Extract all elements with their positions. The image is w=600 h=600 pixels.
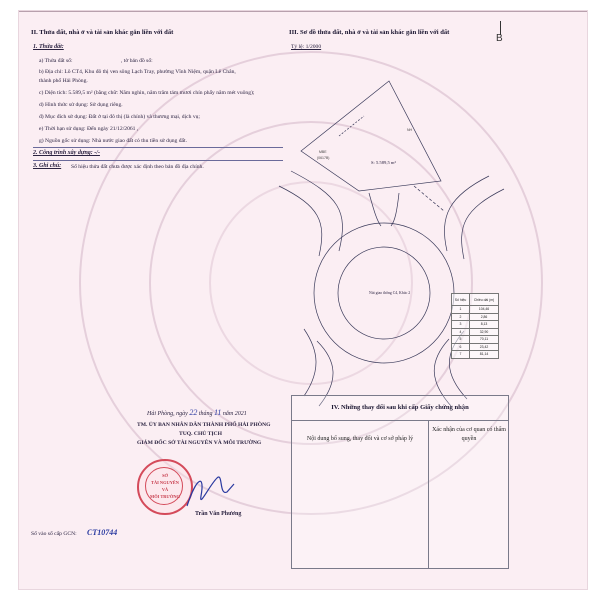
- svg-text:(0617B): (0617B): [317, 156, 330, 160]
- signer-name: Trần Văn Phương: [195, 511, 242, 517]
- edge-table-row: [452, 343, 499, 351]
- seal-text-2: TÀI NGUYÊN: [151, 480, 179, 485]
- seal-text-1: SỞ: [162, 473, 168, 478]
- construction-line: 2. Công trình xây dựng: -/-: [33, 150, 100, 156]
- edge-table-cell: 1: [452, 306, 470, 314]
- date-day: 22: [189, 408, 198, 417]
- seal-text-4: MÔI TRƯỜNG: [150, 494, 180, 499]
- date-month-label: tháng: [198, 411, 213, 417]
- area-label: S: 5.589,5 m²: [371, 160, 396, 165]
- roundabout-label: Nút giao thông C4, Khúc 2: [369, 291, 411, 295]
- certificate-page: [18, 10, 588, 590]
- edge-table-row: [452, 306, 499, 314]
- changes-col-content: Nội dung bổ sung, thay đổi và cơ sở pháp lý: [306, 436, 414, 442]
- edge-table-cell: 32,90: [470, 328, 499, 336]
- usage-term-line: e) Thời hạn sử dụng: Đến ngày 21/12/2061 ,: [39, 126, 139, 132]
- edge-table-header-1: Chiều dài (m): [470, 294, 499, 306]
- changes-col-confirmation: Xác nhận của cơ quan có thẩm quyền: [432, 427, 506, 442]
- edge-table-cell: 7: [452, 351, 470, 359]
- map-sheet-label: , tờ bản đồ số:: [121, 58, 153, 64]
- gcn-value: CT10744: [87, 528, 118, 537]
- issuer-line-3: GIÁM ĐỐC SỞ TÀI NGUYÊN VÀ MÔI TRƯỜNG: [137, 440, 262, 446]
- north-arrow-mark: B: [496, 33, 503, 44]
- edge-table-row: [452, 321, 499, 329]
- edge-table-row: [452, 313, 499, 321]
- edge-table-cell: 6: [452, 343, 470, 351]
- edge-table-row: [452, 351, 499, 359]
- parcel-number-label: a) Thửa đất số:: [39, 58, 73, 64]
- svg-text:NH: NH: [407, 128, 413, 132]
- address-line-1: b) Địa chỉ: Lô CT4, Khu đô thị ven sông Lạch Tray, phường Vĩnh Niệm, quận Lê Chân,: [39, 69, 236, 75]
- signature-date: [147, 409, 247, 418]
- issuer-line-1: TM. ỦY BAN NHÂN DÂN THÀNH PHỐ HẢI PHÒNG: [137, 422, 271, 428]
- edge-table-row: [452, 336, 499, 344]
- notes-text: Số hiệu thửa đất chưa được xác định theo bản đồ địa chính.: [71, 164, 204, 170]
- parcel-outline: [301, 81, 441, 191]
- issuer-line-2: TUQ. CHỦ TỊCH: [179, 431, 222, 437]
- edge-table-cell: 4: [452, 328, 470, 336]
- section-ii-heading: II. Thửa đất, nhà ở và tài sản khác gắn liền với đất: [31, 29, 174, 36]
- signature-scribble: [179, 466, 242, 517]
- seal-text-3: VÀ: [161, 487, 169, 492]
- usage-purpose-line: đ) Mục đích sử dụng: Đất ở tại đô thị (là chính) và thương mại, dịch vụ;: [39, 114, 200, 120]
- svg-text:MBE: MBE: [319, 150, 327, 154]
- edge-table-cell: 3: [452, 321, 470, 329]
- changes-header-rule: [292, 420, 508, 421]
- usage-form-line: d) Hình thức sử dụng: Sử dụng riêng.: [39, 102, 123, 108]
- edge-length-table: [451, 293, 499, 359]
- edge-table-cell: 8,13: [470, 321, 499, 329]
- edge-table-cell: 104,46: [470, 306, 499, 314]
- date-prefix: Hải Phòng, ngày: [147, 411, 188, 417]
- changes-title: IV. Những thay đổi sau khi cấp Giấy chứng nhận: [331, 404, 469, 411]
- edge-table-cell: 5: [452, 336, 470, 344]
- edge-table-cell: 2: [452, 313, 470, 321]
- section-iii-heading: III. Sơ đồ thửa đất, nhà ở và tài sản khác gắn liền với đất: [289, 29, 450, 36]
- changes-table: [291, 395, 509, 569]
- changes-column-rule: [428, 420, 429, 568]
- edge-table-cell: 81,14: [470, 351, 499, 359]
- land-parcel-heading: 1. Thửa đất:: [33, 44, 64, 50]
- gcn-label: Số vào sổ cấp GCN:: [31, 531, 77, 537]
- usage-origin-line: g) Nguồn gốc sử dụng: Nhà nước giao đất có thu tiền sử dụng đất.: [39, 138, 187, 144]
- address-line-2: thành phố Hải Phòng.: [39, 78, 88, 84]
- map-small-labels: [317, 128, 413, 160]
- edge-table-row: [452, 328, 499, 336]
- edge-table-cell: 23,42: [470, 343, 499, 351]
- date-year: năm 2021: [222, 411, 247, 417]
- edge-table-cell: 2,86: [470, 313, 499, 321]
- date-month: 11: [214, 408, 222, 417]
- edge-table-header-0: Số hiệu: [452, 294, 470, 306]
- edge-table-cell: 70,11: [470, 336, 499, 344]
- scale-label: Tỷ lệ: 1/2000: [291, 44, 322, 50]
- area-line: c) Diện tích: 5.589,5 m² (bằng chữ: Năm nghìn, năm trăm tám mươi chín phẩy năm mét vuông);: [39, 90, 255, 96]
- notes-heading: 3. Ghi chú:: [33, 163, 62, 169]
